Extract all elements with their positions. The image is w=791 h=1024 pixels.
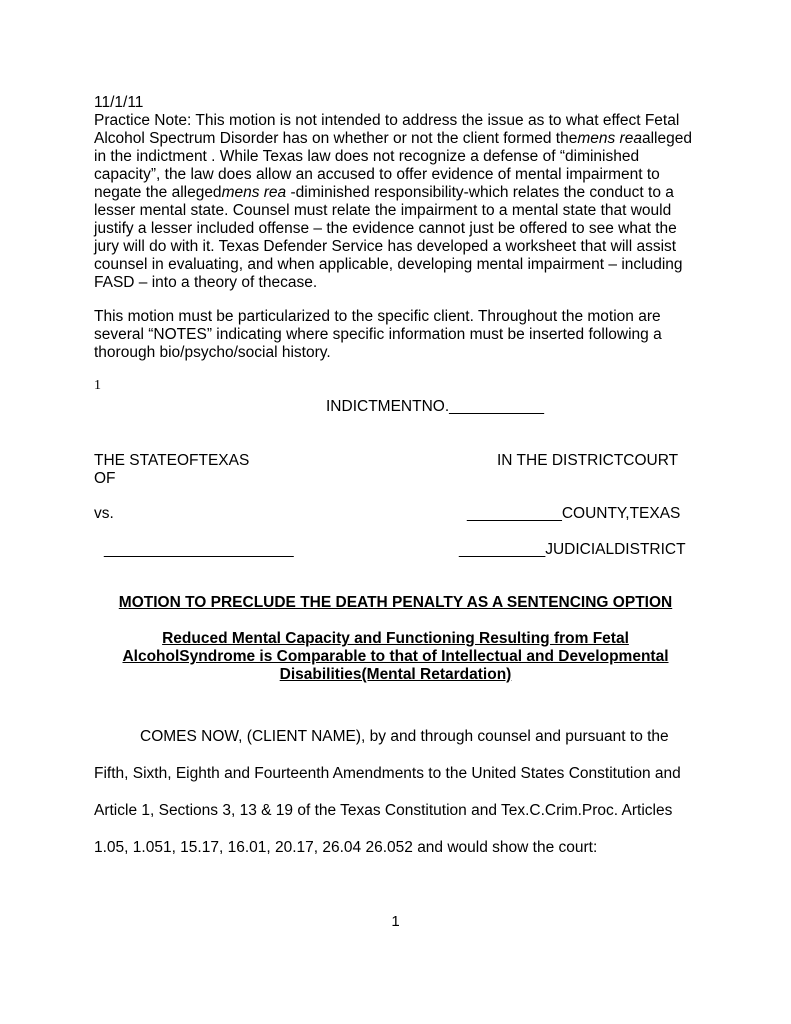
body-line-4: 1.05, 1.051, 15.17, 16.01, 20.17, 26.04 26.052 and would show the court: [94, 839, 598, 856]
indictment-number: INDICTMENTNO.___________ [326, 398, 544, 415]
date: 11/1/11 [94, 94, 144, 111]
caption-vs: vs. [94, 505, 114, 522]
practice-note-italic2: mens rea [221, 184, 287, 201]
practice-note-part1: Practice Note: This motion is not intended to address the issue as to what effect Fetal Alcohol Spectrum Disorder has on whether or not the client formed the [94, 112, 680, 147]
caption-of: OF [94, 470, 116, 487]
practice-note-part3: -diminished responsibility-which relates the conduct to a lesser mental state. Counsel must relate the impairment to a mental state that would justify a lesser included offense – the evidence cannot just be offered to see what the jury will do with it. Texas Defender Service has developed a worksheet that will assist counsel in evaluating, and when applicable, developing mental impairment – including FASD – into a theory of thecase. [94, 184, 683, 291]
practice-note-part2: alleged in the indictment . While Texas law does not recognize a defense of “diminished capacity”, the law does allow an accused to offer evidence of mental impairment to negate the alleged [94, 130, 692, 201]
caption-state: THE STATEOFTEXAS [94, 452, 250, 469]
caption-court: IN THE DISTRICTCOURT [497, 452, 679, 469]
footnote-marker: 1 [94, 378, 101, 393]
caption-defendant-blank: ______________________ [104, 541, 294, 558]
motion-subtitle: Reduced Mental Capacity and Functioning Resulting from Fetal AlcoholSyndrome is Comparable to that of Intellectual and Developmental Disabilities(Mental Retardation) [122, 630, 669, 683]
practice-note [94, 112, 704, 292]
page-number: 1 [391, 913, 400, 930]
caption-judicial-district: __________JUDICIALDISTRICT [459, 541, 686, 558]
particularized-note: This motion must be particularized to the specific client. Throughout the motion are several “NOTES” indicating where specific information must be inserted following a thorough bio/psycho/social history. [94, 308, 662, 361]
motion-title: MOTION TO PRECLUDE THE DEATH PENALTY AS A SENTENCING OPTION [118, 594, 673, 611]
body-line-1: COMES NOW, (CLIENT NAME), by and through counsel and pursuant to the [140, 728, 669, 745]
caption-county: ___________COUNTY,TEXAS [467, 505, 681, 522]
practice-note-italic1: mens rea [577, 130, 642, 147]
body-paragraph [94, 718, 704, 866]
body-line-3: Article 1, Sections 3, 13 & 19 of the Texas Constitution and Tex.C.Crim.Proc. Articles [94, 802, 673, 819]
body-line-2: Fifth, Sixth, Eighth and Fourteenth Amendments to the United States Constitution and [94, 765, 681, 782]
